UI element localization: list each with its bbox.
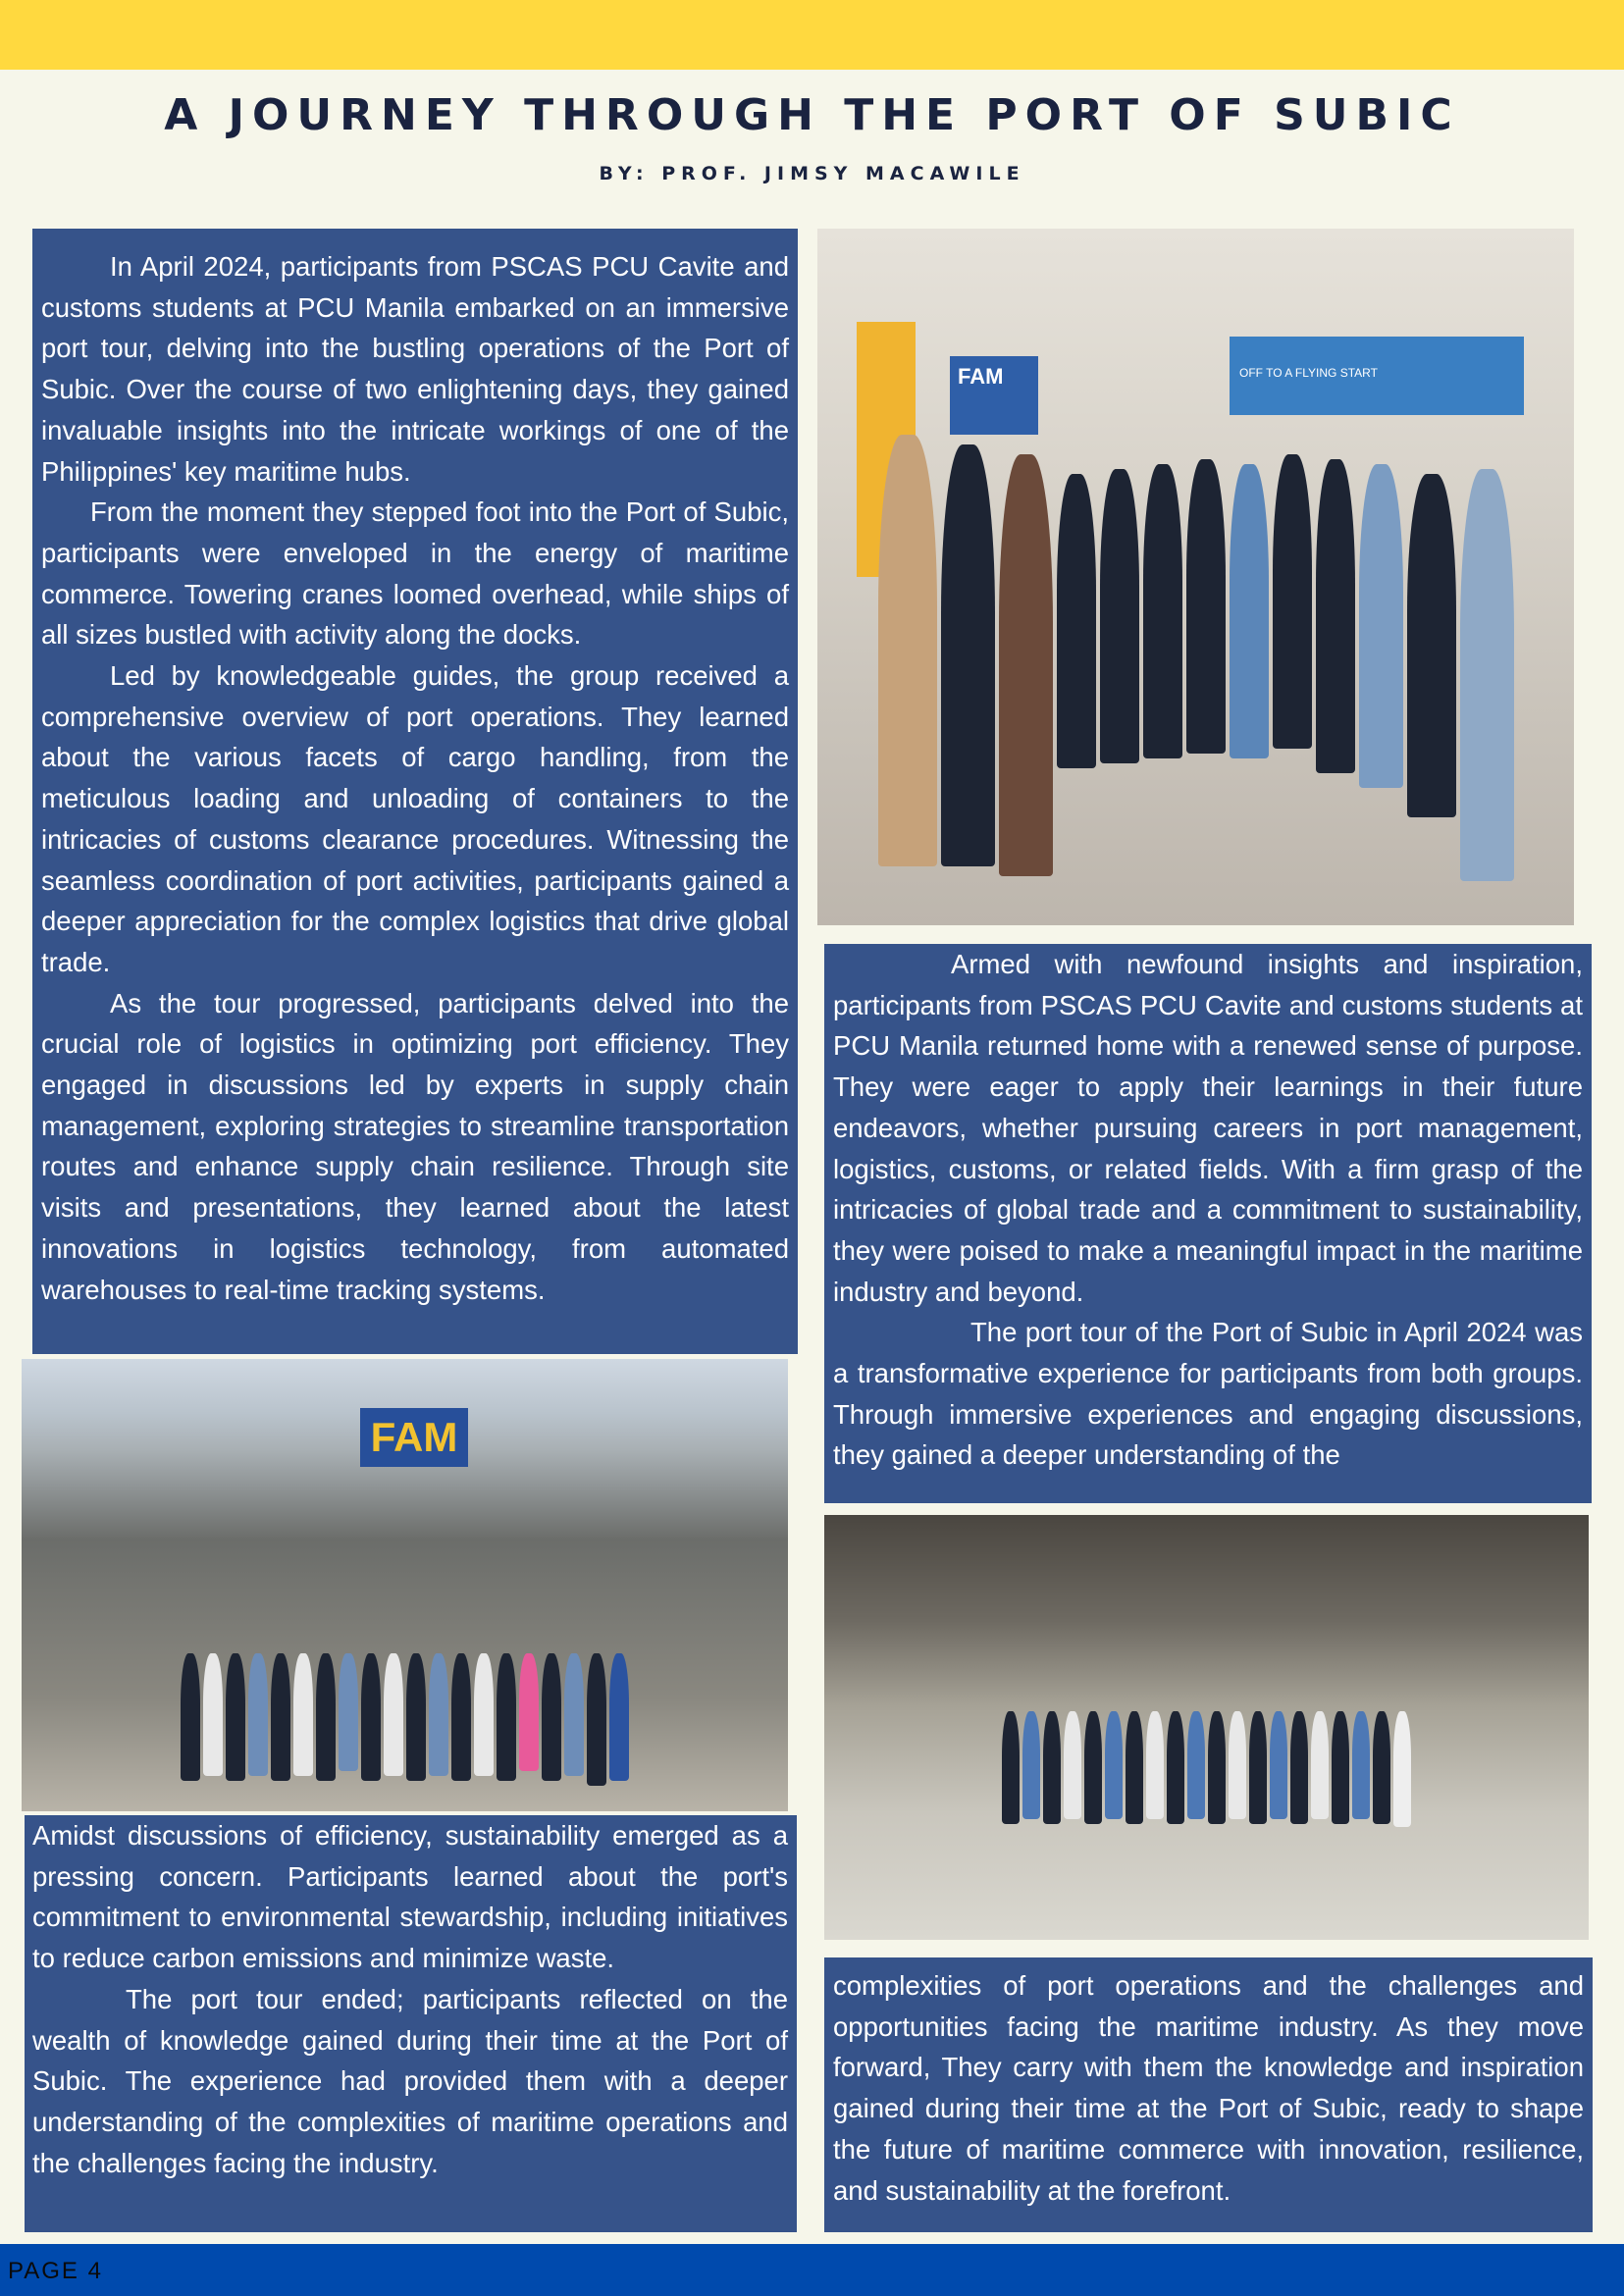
paragraph: From the moment they stepped foot into the Port of Subic, participants were enveloped in the energy of maritime commerce. Towering cranes loomed overhead, while ships of all sizes bustled with activity along the docks.: [41, 496, 789, 651]
page-title: A JOURNEY THROUGH THE PORT OF SUBIC: [164, 90, 1460, 140]
paragraph: In April 2024, participants from PSCAS PCU Cavite and customs students at PCU Manila embarked on an immersive port tour, delving into the bustling operations of the Port of Subic. Over the course of two enlightening days, they gained invaluable insights into the intricate workings of one of the Philippines' key maritime hubs.: [41, 251, 789, 487]
top-yellow-bar: [0, 0, 1624, 70]
paragraph: Amidst discussions of efficiency, sustainability emerged as a pressing concern. Participants learned about the port's commitment to environmental stewardship, including initiatives to reduce carbon emissions and minimize waste.: [32, 1820, 788, 1974]
group-of-people: [817, 415, 1574, 866]
paragraph: The port tour of the Port of Subic in April 2024 was a transformative experience for participants from both groups. Through immersive experiences and engaging discussions, they gained a deeper understanding of the: [833, 1317, 1583, 1471]
article-text-right-top: [824, 944, 1592, 1503]
paragraph: Led by knowledgeable guides, the group received a comprehensive overview of port operations. They learned about the various facets of cargo handling, from the meticulous loading and unloading of containers to the intricacies of customs clearance procedures. Witnessing the seamless coordination of port activities, participants gained a deeper appreciation for the complex logistics that drive global trade.: [41, 660, 789, 977]
group-of-people: [824, 1711, 1589, 1829]
photo-group-warehouse-interior: [824, 1515, 1589, 1940]
fam-logo-sign: FAM: [950, 356, 1038, 435]
article-text-right-bottom: [824, 1957, 1593, 2232]
footer-bar: [0, 2244, 1624, 2296]
paragraph: As the tour progressed, participants delved into the crucial role of logistics in optimizing port efficiency. They engaged in discussions led by experts in supply chain management, exploring strategies to streamline transportation routes and enhance supply chain resilience. Through site visits and presentations, they learned about the latest innovations in logistics technology, from automated warehouses to real-time tracking systems.: [41, 987, 789, 1305]
fam-logo-sign: FAM: [360, 1408, 468, 1467]
article-text-left-top: [32, 229, 798, 1354]
banner: OFF TO A FLYING START: [1230, 337, 1524, 415]
paragraph: Armed with newfound insights and inspiration, participants from PSCAS PCU Cavite and customs students at PCU Manila returned home with a renewed sense of purpose. They were eager to apply their learnings in their future endeavors, whether pursuing careers in port management, logistics, customs, or related fields. With a firm grasp of the intricacies of global trade and a commitment to sustainability, they were poised to make a meaningful impact in the maritime industry and beyond.: [833, 949, 1583, 1307]
group-of-people: [22, 1653, 788, 1791]
photo-group-indoor: [817, 229, 1574, 925]
photo-group-warehouse-entrance: [22, 1359, 788, 1811]
page-number: PAGE 4: [8, 2258, 103, 2284]
article-text-left-bottom: [25, 1815, 797, 2232]
paragraph: The port tour ended; participants reflected on the wealth of knowledge gained during their time at the Port of Subic. The experience had provided them with a deeper understanding of the complexities of maritime operations and the challenges facing the industry.: [32, 1983, 788, 2178]
byline: BY: PROF. JIMSY MACAWILE: [599, 163, 1025, 184]
paragraph: complexities of port operations and the challenges and opportunities facing the maritime industry. As they move forward, They carry with them the knowledge and inspiration gained during their time at the Port of Subic, ready to shape the future of maritime commerce with innovation, resilience, and sustainability at the forefront.: [833, 1970, 1584, 2206]
